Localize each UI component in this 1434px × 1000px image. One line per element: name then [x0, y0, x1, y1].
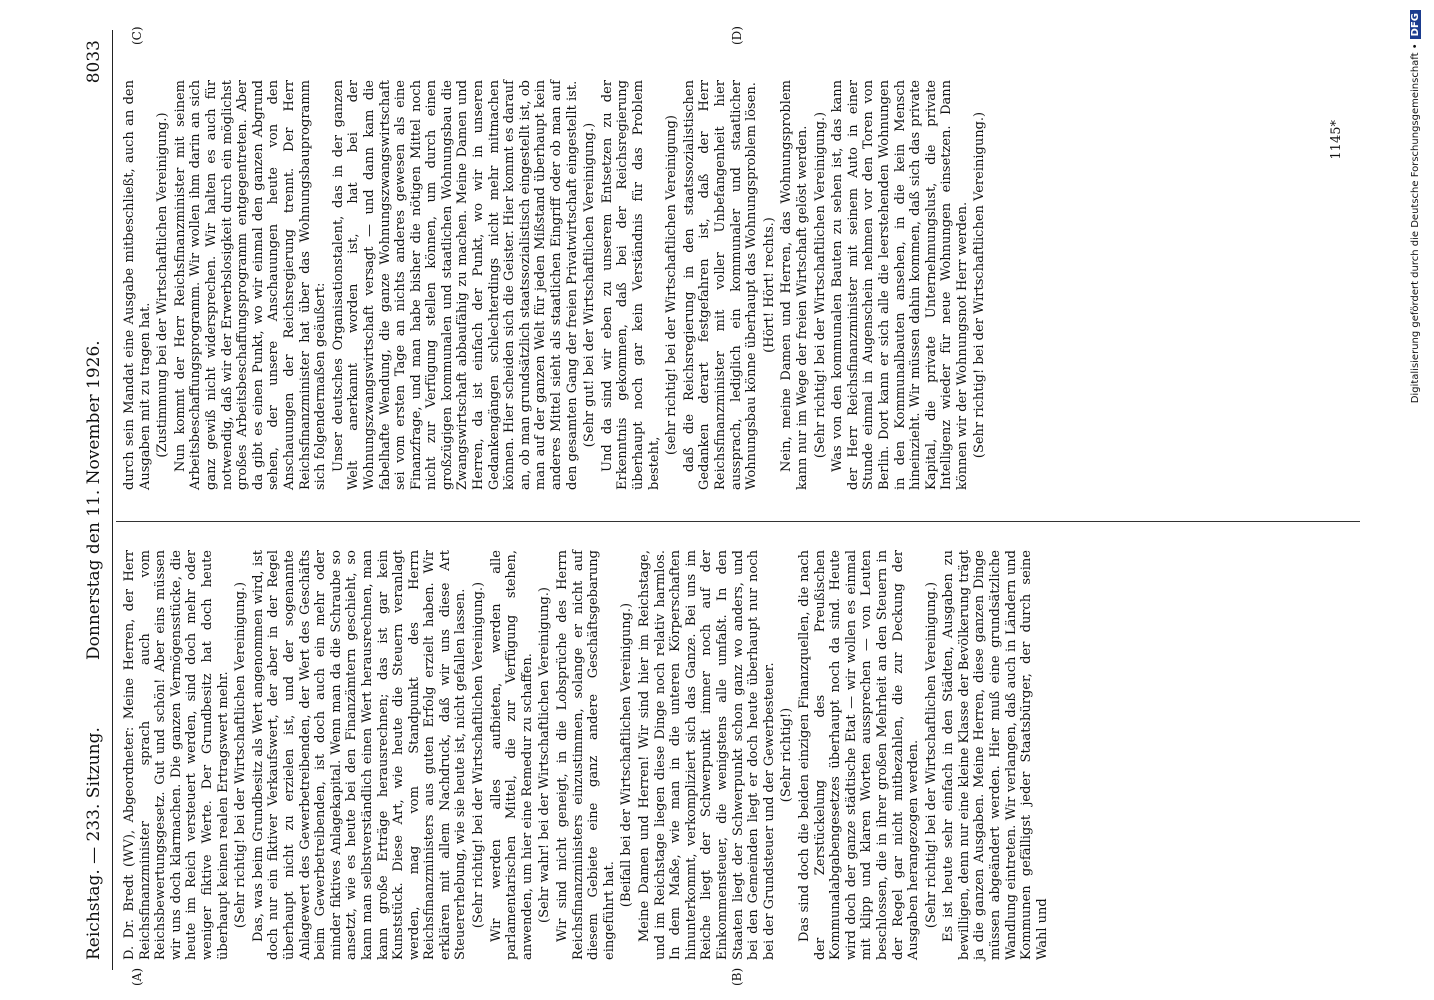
paragraph: Was von den kommunalen Bauten zu sehen ist, das kann der Herr Reichsfinanzminister mit seinem Auto in einer Stunde einmal in Augenschein nehmen vor den Toren von Berlin. Dort kann er sich alle die leerstehenden Wohnungen in den Kommunalbauten ansehen, in die kein Mensch hineinzieht. Wir müssen dahin kommen, daß sich das private Kapital, die private Unternehmungslust, die private Intelligenz wieder für neue Wohnungen einsetzen. Dann können wir der Wohnungsnot Herr werden. [830, 80, 970, 490]
scanned-page [70, 0, 1390, 1000]
paragraph: Nein, meine Damen und Herren, das Wohnungsproblem kann nur im Wege der freien Wirtschaft gelöst werden. [779, 80, 810, 490]
interjection: (Sehr richtig!) [779, 707, 795, 803]
paragraph: Nun kommt der Herr Reichsfinanzminister mit seinem Arbeitsbeschaffungsprogramm. Wir wollen ihm darin an sich ganz gewiß nicht widersprechen. Wir halten es auch für notwendig, daß wir der Erwerbslosigkeit durch ein möglichst großes Arbeitsbeschaffungsprogramm entgegentreten. Aber da gibt es einen Punkt, wo wir einmal den ganzen Abgrund sehen, der unsere Anschauungen heute von den Anschauungen der Reichsregierung trennt. Der Herr Reichsfinanzminister hat über das Wohnungsbauprogramm sich folgendermaßen geäußert: [172, 80, 329, 490]
margin-marker-a: (A) [130, 967, 144, 986]
paragraph: Wir sind nicht geneigt, in die Lobsprüche des Herrn Reichsfinanzministers einzustimmen, solange er nicht auf diesem Gebiete eine ganz andere Geschäftsgebarung eingeführt hat. [555, 550, 617, 960]
interjection: (Sehr richtig! bei der Wirtschaftlichen Vereinigung.) [812, 111, 828, 459]
side-credit-text: Digitalisierung gefördert durch die Deutsche Forschungsgemeinschaft • [1410, 43, 1421, 404]
interjection: (Sehr richtig! bei der Wirtschaftlichen Vereinigung.) [923, 581, 939, 929]
paragraph: Unser deutsches Organisationstalent, das in der ganzen Welt anerkannt worden ist, hat bei der Wohnungszwangswirtschaft versagt — und dann kam die fabelhafte Wendung, die ganze Wohnungszwangswirtschaft sei vom ersten Tage an nichts anderes gewesen als eine Finanzfrage, und man habe bisher die nötigen Mittel noch nicht zur Verfügung stellen können, um durch einen großzügigen kommunalen und staatlichen Wohnungsbau die Zwangswirtschaft abbaufähig zu machen. Meine Damen und Herren, da ist einfach der Punkt, wo wir in unseren Gedankengängen schlechterdings nicht mehr mitmachen können. Hier scheiden sich die Geister. Hier kommt es darauf an, ob man grundsätzlich staatssozialistisch eingestellt ist, ob man auf der ganzen Welt für jeden Mißstand überhaupt kein anderes Mittel sieht als staatlichen Eingriff oder ob man auf den gesamten Gang der freien Privatwirtschaft eingestellt ist. [330, 80, 580, 490]
page-number: 8033 [84, 40, 104, 84]
header-rule [112, 30, 113, 970]
page-header [84, 40, 106, 960]
side-credit [1404, 0, 1434, 1000]
margin-marker-b: (B) [730, 967, 744, 986]
interjection: (Sehr richtig! bei der Wirtschaftlichen Vereinigung.) [972, 111, 988, 459]
interjection: (Beifall bei der Wirtschaftlichen Vereinigung.) [619, 602, 635, 908]
header-session: Reichstag. — 233. Sitzung. [84, 727, 104, 960]
interjection: (sehr richtig! bei der Wirtschaftlichen Vereinigung) [664, 115, 680, 455]
interjection: (Sehr richtig! bei der Wirtschaftlichen Vereinigung.) [471, 581, 487, 929]
header-date: Donnerstag den 11. November 1926. [84, 340, 104, 660]
paragraph: Das, was beim Grundbesitz als Wert angenommen wird, ist doch nur ein fiktiver Verkaufswert, der aber in der Regel überhaupt nicht zu erzielen ist, und der sogenannte Anlagewert des Gewerbetreibenden, der Wert des Geschäfts beim Gewerbetreibenden, ist doch auch ein mehr oder minder fiktives Anlagekapital. Wenn man da die Schraube so ansetzt, wie es heute bei den Finanzämtern geschieht, so kann man selbstverständlich einen Wert herausrechnen, man kann große Erträge herausrechnen; das ist gar kein Kunststück. Diese Art, wie heute die Steuern veranlagt werden, mag vom Standpunkt des Herrn Reichsfinanzministers aus guten Erfolg erzielt haben. Wir erklären mit allem Nachdruck, daß wir uns diese Art Steuererhebung, wie sie heute ist, nicht gefallen lassen. [250, 550, 469, 960]
signature-mark: 1145* [1329, 120, 1344, 160]
right-column [122, 80, 990, 490]
paragraph: Das sind doch die beiden einzigen Finanzquellen, die nach der Zerstückelung des Preußischen Kommunalabgabengesetzes überhaupt noch da sind. Heute wird doch der ganze städtische Etat — wir wollen es einmal mit klipp und klaren Worten aussprechen — von Leuten beschlossen, die in ihrer großen Mehrheit an den Steuern in der Regel gar nicht mitbezahlen, die zur Deckung der Ausgaben herangezogen werden. [796, 550, 922, 960]
paragraph: Es ist heute sehr einfach in den Städten, Ausgaben zu bewilligen, denn nur eine kleine Klasse der Bevölkerung trägt ja die ganzen Ausgaben. Meine Herren, diese ganzen Dinge müssen abgeändert werden. Hier muß eine grundsätzliche Wandlung eintreten. Wir verlangen, daß auch in Ländern und Kommunen gefälligst jeder Staatsbürger, der durch seine Wahl und [941, 550, 1050, 960]
interjection: (Zustimmung bei der Wirtschaftlichen Vereinigung.) [155, 112, 171, 458]
margin-marker-c: (C) [130, 26, 144, 45]
left-column [122, 550, 1052, 960]
interjection: (Sehr wahr! bei der Wirtschaftlichen Vereinigung.) [537, 587, 553, 923]
interjection: (Hört! Hört! rechts.) [761, 217, 777, 353]
column-divider [116, 521, 1360, 522]
margin-marker-d: (D) [730, 26, 744, 45]
paragraph: Und da sind wir eben zu unserem Entsetzen zu der Erkenntnis gekommen, daß bei der Reichsregierung überhaupt noch gar kein Verständnis für das Problem besteht, [599, 80, 662, 490]
interjection: (Sehr gut! bei der Wirtschaftlichen Vereinigung.) [582, 122, 598, 448]
dfg-logo: DFG [1410, 10, 1421, 39]
paragraph: durch sein Mandat eine Ausgabe mitbeschließt, auch an den Ausgaben mit zu tragen hat. [122, 80, 153, 490]
paragraph: daß die Reichsregierung in den staatssozialistischen Gedanken derart festgefahren ist, daß der Herr Reichsfinanzminister mit voller Unbefangenheit hier aussprach, lediglich ein kommunaler und staatlicher Wohnungsbau könne überhaupt das Wohnungsproblem lösen. [681, 80, 760, 490]
paragraph: D. Dr. Bredt (WV), Abgeordneter: Meine Herren, der Herr Reichsfinanzminister sprach auch vom Reichsbewertungsgesetz. Gut und schön! Aber eins müssen wir uns doch klarmachen. Die ganzen Vermögensstücke, die heute im Reich versteuert werden, sind doch mehr oder weniger fiktive Werte. Der Grundbesitz hat doch heute überhaupt keinen realen Ertragswert mehr. [122, 550, 231, 960]
paragraph: Meine Damen und Herren! Wir sind hier im Reichstage, und im Reichstage liegen diese Dinge noch relativ harmlos. In dem Maße, wie man in die unteren Körperschaften hinunterkommt, verkompliziert sich das Ganze. Bei uns im Reiche liegt der Schwerpunkt immer noch auf der Einkommensteuer, die wenigstens alle umfaßt. In den Staaten liegt der Schwerpunkt schon ganz wo anders, und bei den Gemeinden liegt er doch heute überhaupt nur noch bei der Grundsteuer und der Gewerbesteuer. [637, 550, 777, 960]
interjection: (Sehr richtig! bei der Wirtschaftlichen Vereinigung.) [233, 581, 249, 929]
paragraph: Wir werden alles aufbieten, werden alle parlamentarischen Mittel, die zur Verfügung stehen, anwenden, um hier eine Remedur zu schaffen. [488, 550, 535, 960]
